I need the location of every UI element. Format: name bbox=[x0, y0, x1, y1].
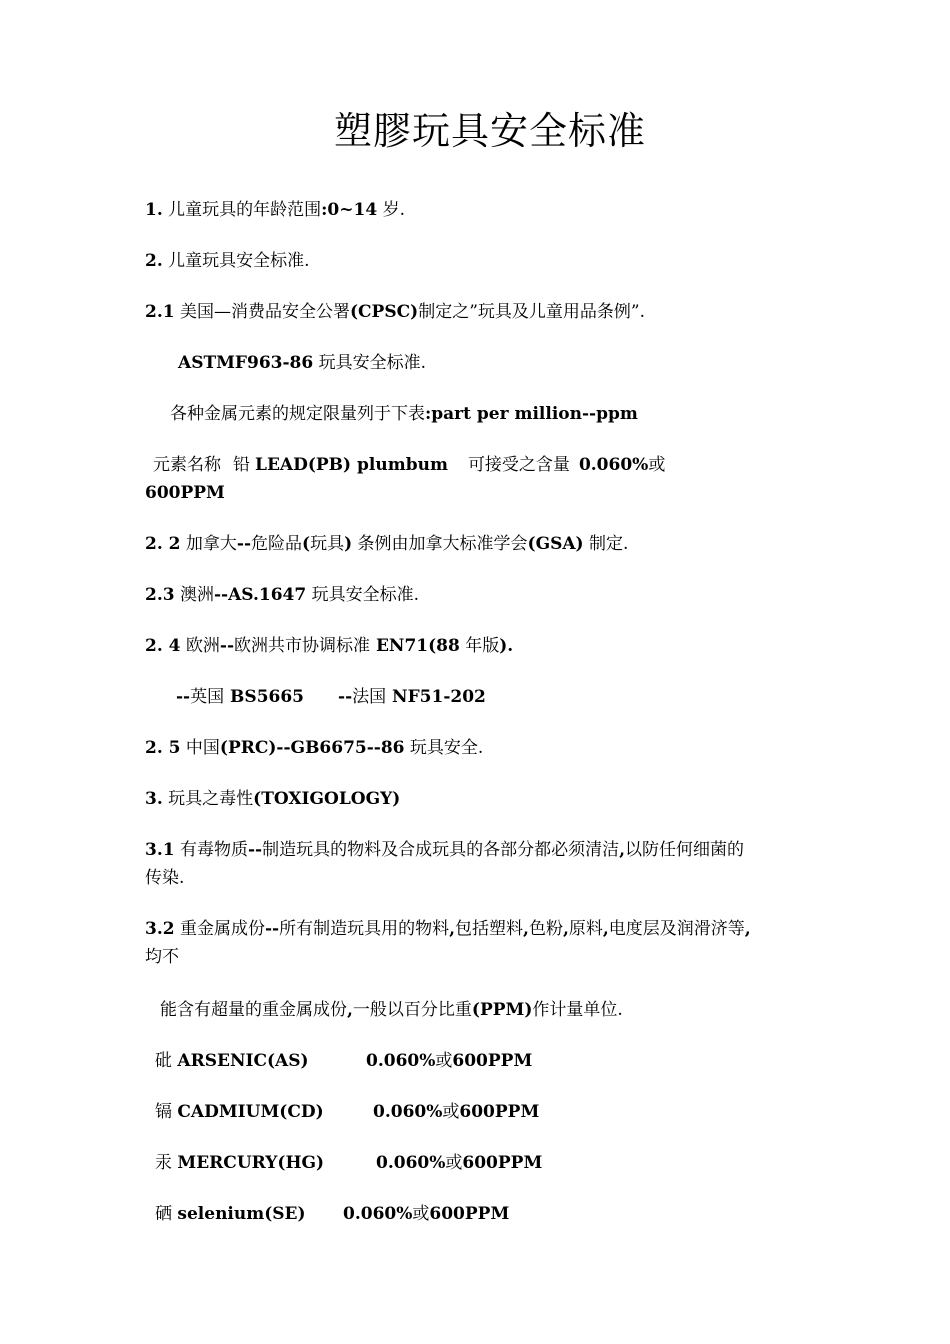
text: 可接受之含量 bbox=[467, 455, 570, 475]
bold-text: , bbox=[619, 840, 626, 860]
bold-text: 0.060% bbox=[366, 1051, 436, 1071]
section-1 bbox=[145, 196, 405, 224]
bold-text: 0.060% bbox=[578, 455, 649, 475]
bold-text: ( bbox=[302, 534, 311, 554]
text: 重金属成份 bbox=[174, 919, 265, 939]
text: 以防任何细菌的 bbox=[625, 840, 745, 860]
section-2-5 bbox=[145, 734, 483, 762]
text: 中国 bbox=[180, 738, 220, 758]
bold-text: 600PPM bbox=[459, 1102, 540, 1122]
bold-text: -- bbox=[219, 636, 235, 656]
bold-text: 600PPM bbox=[452, 1051, 533, 1071]
text: 岁. bbox=[377, 200, 405, 220]
document-title: 塑膠玩具安全标准 bbox=[333, 109, 646, 153]
section-number: 3.1 bbox=[145, 840, 175, 860]
section-2-3 bbox=[145, 581, 419, 609]
text: 均不 bbox=[145, 947, 179, 967]
text: 制定之”玩具及儿童用品条例”. bbox=[418, 302, 645, 322]
bold-text: , bbox=[744, 919, 751, 939]
section-number: 2. bbox=[145, 251, 163, 271]
bold-text: (GSA) bbox=[527, 534, 584, 554]
section-2-4-sub bbox=[176, 683, 486, 711]
text: 或 bbox=[435, 1051, 453, 1071]
bold-text: 0.060% bbox=[343, 1204, 413, 1224]
bold-text: ). bbox=[499, 636, 514, 656]
section-number: 2. 2 bbox=[145, 534, 181, 554]
text: 作计量单位. bbox=[532, 1000, 623, 1020]
bold-text: (CPSC) bbox=[349, 302, 419, 322]
section-3-1-cont bbox=[145, 864, 184, 892]
lead-limit bbox=[153, 451, 665, 479]
bold-text: MERCURY(HG) bbox=[177, 1153, 325, 1173]
bold-text: (PPM) bbox=[471, 1000, 533, 1020]
text: 包括塑料 bbox=[455, 919, 524, 939]
text: 或 bbox=[648, 455, 666, 475]
bold-text: -- bbox=[264, 919, 280, 939]
text: 玩具之毒性 bbox=[162, 789, 254, 809]
text: 硒 bbox=[155, 1204, 172, 1224]
element-row bbox=[155, 1149, 324, 1177]
text: 所有制造玩具用的物料 bbox=[279, 919, 450, 939]
heavy-metal-unit bbox=[160, 996, 623, 1024]
text: 汞 bbox=[155, 1153, 172, 1173]
text: 条例由加拿大标准学会 bbox=[352, 534, 528, 554]
section-2-2 bbox=[145, 530, 628, 558]
section-2 bbox=[145, 247, 310, 275]
text: 澳洲 bbox=[174, 585, 214, 605]
bold-text: -- bbox=[176, 687, 191, 707]
bold-text: BS5665 bbox=[224, 687, 305, 707]
text: 砒 bbox=[155, 1051, 172, 1071]
element-row bbox=[155, 1047, 309, 1075]
element-row bbox=[155, 1200, 306, 1228]
bold-text: 600PPM bbox=[145, 483, 225, 503]
section-number: 2.3 bbox=[145, 585, 175, 605]
text: 年版 bbox=[459, 636, 500, 656]
bold-text: (PRC)--GB6675--86 bbox=[219, 738, 405, 758]
text: 儿童玩具安全标准. bbox=[162, 251, 310, 271]
text: 铅 bbox=[233, 455, 250, 475]
section-number: 3. bbox=[145, 789, 163, 809]
text: 欧洲共市协调标准 bbox=[234, 636, 371, 656]
bold-text: -- bbox=[338, 687, 353, 707]
bold-text: EN71(88 bbox=[370, 636, 460, 656]
bold-text: ) bbox=[344, 534, 353, 554]
bold-text: 600PPM bbox=[462, 1153, 543, 1173]
text: 玩具安全标准. bbox=[306, 585, 420, 605]
element-value bbox=[343, 1200, 509, 1228]
bold-text: , bbox=[347, 1000, 353, 1020]
text: 美国—消费品安全公署 bbox=[174, 302, 350, 322]
text: 元素名称 bbox=[153, 455, 221, 475]
bold-text: , bbox=[602, 919, 609, 939]
section-number: 1. bbox=[145, 200, 163, 220]
text: 危险品 bbox=[251, 534, 303, 554]
text: 加拿大 bbox=[180, 534, 237, 554]
lead-ppm bbox=[145, 479, 225, 507]
section-3-2-cont bbox=[145, 943, 179, 971]
text: 制造玩具的物料及合成玩具的各部分都必须清洁 bbox=[262, 840, 620, 860]
bold-text: -- bbox=[247, 840, 263, 860]
bold-text: :0~14 bbox=[321, 200, 378, 220]
section-3-2 bbox=[145, 915, 751, 943]
bold-text: -- bbox=[236, 534, 252, 554]
bold-text: :part per million--ppm bbox=[425, 404, 638, 424]
bold-text: 0.060% bbox=[373, 1102, 443, 1122]
element-value bbox=[366, 1047, 532, 1075]
bold-text: NF51-202 bbox=[386, 687, 486, 707]
text: 玩具 bbox=[310, 534, 345, 554]
section-number: 2. 5 bbox=[145, 738, 181, 758]
bold-text: , bbox=[562, 919, 569, 939]
text: 电度层及润滑济等 bbox=[608, 919, 745, 939]
text: 儿童玩具的年龄范围 bbox=[162, 200, 322, 220]
text: 能含有超量的重金属成份 bbox=[160, 1000, 347, 1020]
metals-intro bbox=[170, 400, 638, 428]
text: 一般以百分比重 bbox=[352, 1000, 472, 1020]
element-value bbox=[376, 1149, 542, 1177]
text: 或 bbox=[442, 1102, 460, 1122]
element-row bbox=[155, 1098, 324, 1126]
section-2-1 bbox=[145, 298, 645, 326]
text: 玩具安全. bbox=[404, 738, 484, 758]
bold-text: ASTMF963-86 bbox=[178, 353, 314, 373]
bold-text: CADMIUM(CD) bbox=[177, 1102, 324, 1122]
section-3 bbox=[145, 785, 400, 813]
text: 欧洲 bbox=[180, 636, 220, 656]
bold-text: LEAD(PB) plumbum bbox=[255, 455, 448, 475]
text: 色粉 bbox=[528, 919, 563, 939]
bold-text: (TOXIGOLOGY) bbox=[253, 789, 401, 809]
text: 英国 bbox=[190, 687, 225, 707]
text: 或 bbox=[412, 1204, 430, 1224]
text: 传染. bbox=[145, 868, 185, 888]
text: 玩具安全标准. bbox=[313, 353, 427, 373]
bold-text: selenium(SE) bbox=[177, 1204, 306, 1224]
section-number: 2.1 bbox=[145, 302, 175, 322]
text: 法国 bbox=[352, 687, 387, 707]
section-3-1 bbox=[145, 836, 744, 864]
text: 或 bbox=[445, 1153, 463, 1173]
bold-text: , bbox=[449, 919, 456, 939]
bold-text: 600PPM bbox=[429, 1204, 510, 1224]
section-number: 3.2 bbox=[145, 919, 175, 939]
astm-standard bbox=[178, 349, 426, 377]
bold-text: ARSENIC(AS) bbox=[177, 1051, 309, 1071]
element-value bbox=[373, 1098, 539, 1126]
bold-text: --AS.1647 bbox=[213, 585, 307, 605]
text: 制定. bbox=[583, 534, 629, 554]
text: 原料 bbox=[568, 919, 603, 939]
section-2-4 bbox=[145, 632, 513, 660]
bold-text: 0.060% bbox=[376, 1153, 446, 1173]
text: 有毒物质 bbox=[174, 840, 248, 860]
text: 镉 bbox=[155, 1102, 172, 1122]
bold-text: , bbox=[523, 919, 529, 939]
text: 各种金属元素的规定限量列于下表 bbox=[170, 404, 425, 424]
section-number: 2. 4 bbox=[145, 636, 181, 656]
